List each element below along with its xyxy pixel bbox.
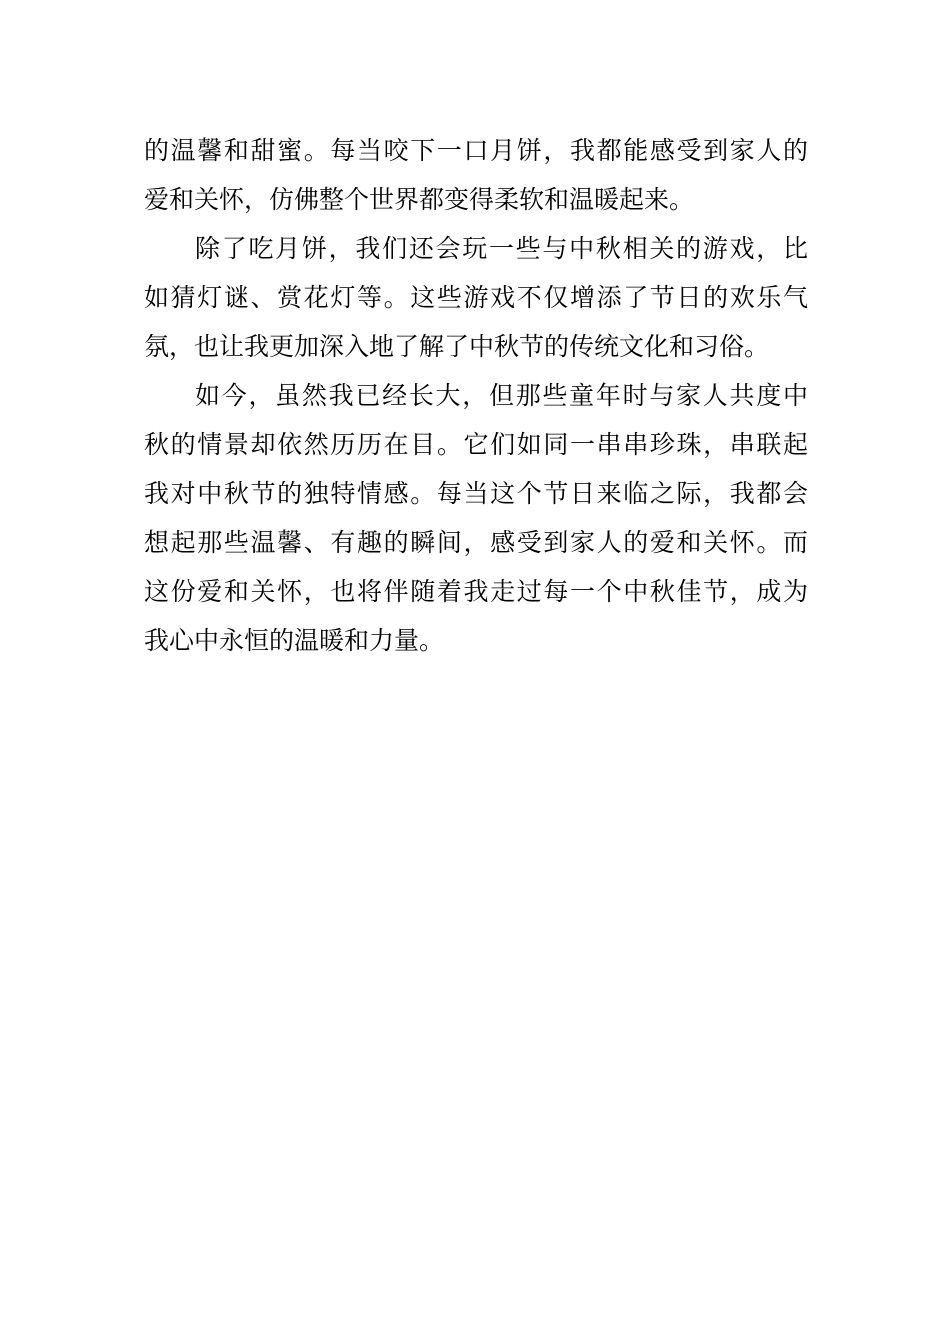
text-line: 我心中永恒的温暖和力量。 bbox=[144, 626, 445, 655]
text-line: 的温馨和甜蜜。每当咬下一口月饼，我都能感受到家人的 bbox=[144, 136, 808, 165]
text-line: 氛，也让我更加深入地了解了中秋节的传统文化和习俗。 bbox=[144, 332, 770, 361]
paragraph-1 bbox=[144, 126, 808, 224]
text-line: 秋的情景却依然历历在目。它们如同一串串珍珠，串联起 bbox=[144, 430, 808, 459]
text-line: 如猜灯谜、赏花灯等。这些游戏不仅增添了节日的欢乐气 bbox=[144, 283, 808, 312]
document-body bbox=[144, 126, 808, 665]
text-line: 我对中秋节的独特情感。每当这个节日来临之际，我都会 bbox=[144, 479, 808, 508]
text-line: 想起那些温馨、有趣的瞬间，感受到家人的爱和关怀。而 bbox=[144, 528, 808, 557]
text-line: 除了吃月饼，我们还会玩一些与中秋相关的游戏，比 bbox=[195, 234, 808, 263]
text-line: 爱和关怀，仿佛整个世界都变得柔软和温暖起来。 bbox=[144, 185, 695, 214]
text-line: 如今，虽然我已经长大，但那些童年时与家人共度中 bbox=[195, 381, 808, 410]
paragraph-2 bbox=[144, 224, 808, 371]
paragraph-3 bbox=[144, 371, 808, 665]
text-line: 这份爱和关怀，也将伴随着我走过每一个中秋佳节，成为 bbox=[144, 577, 808, 606]
